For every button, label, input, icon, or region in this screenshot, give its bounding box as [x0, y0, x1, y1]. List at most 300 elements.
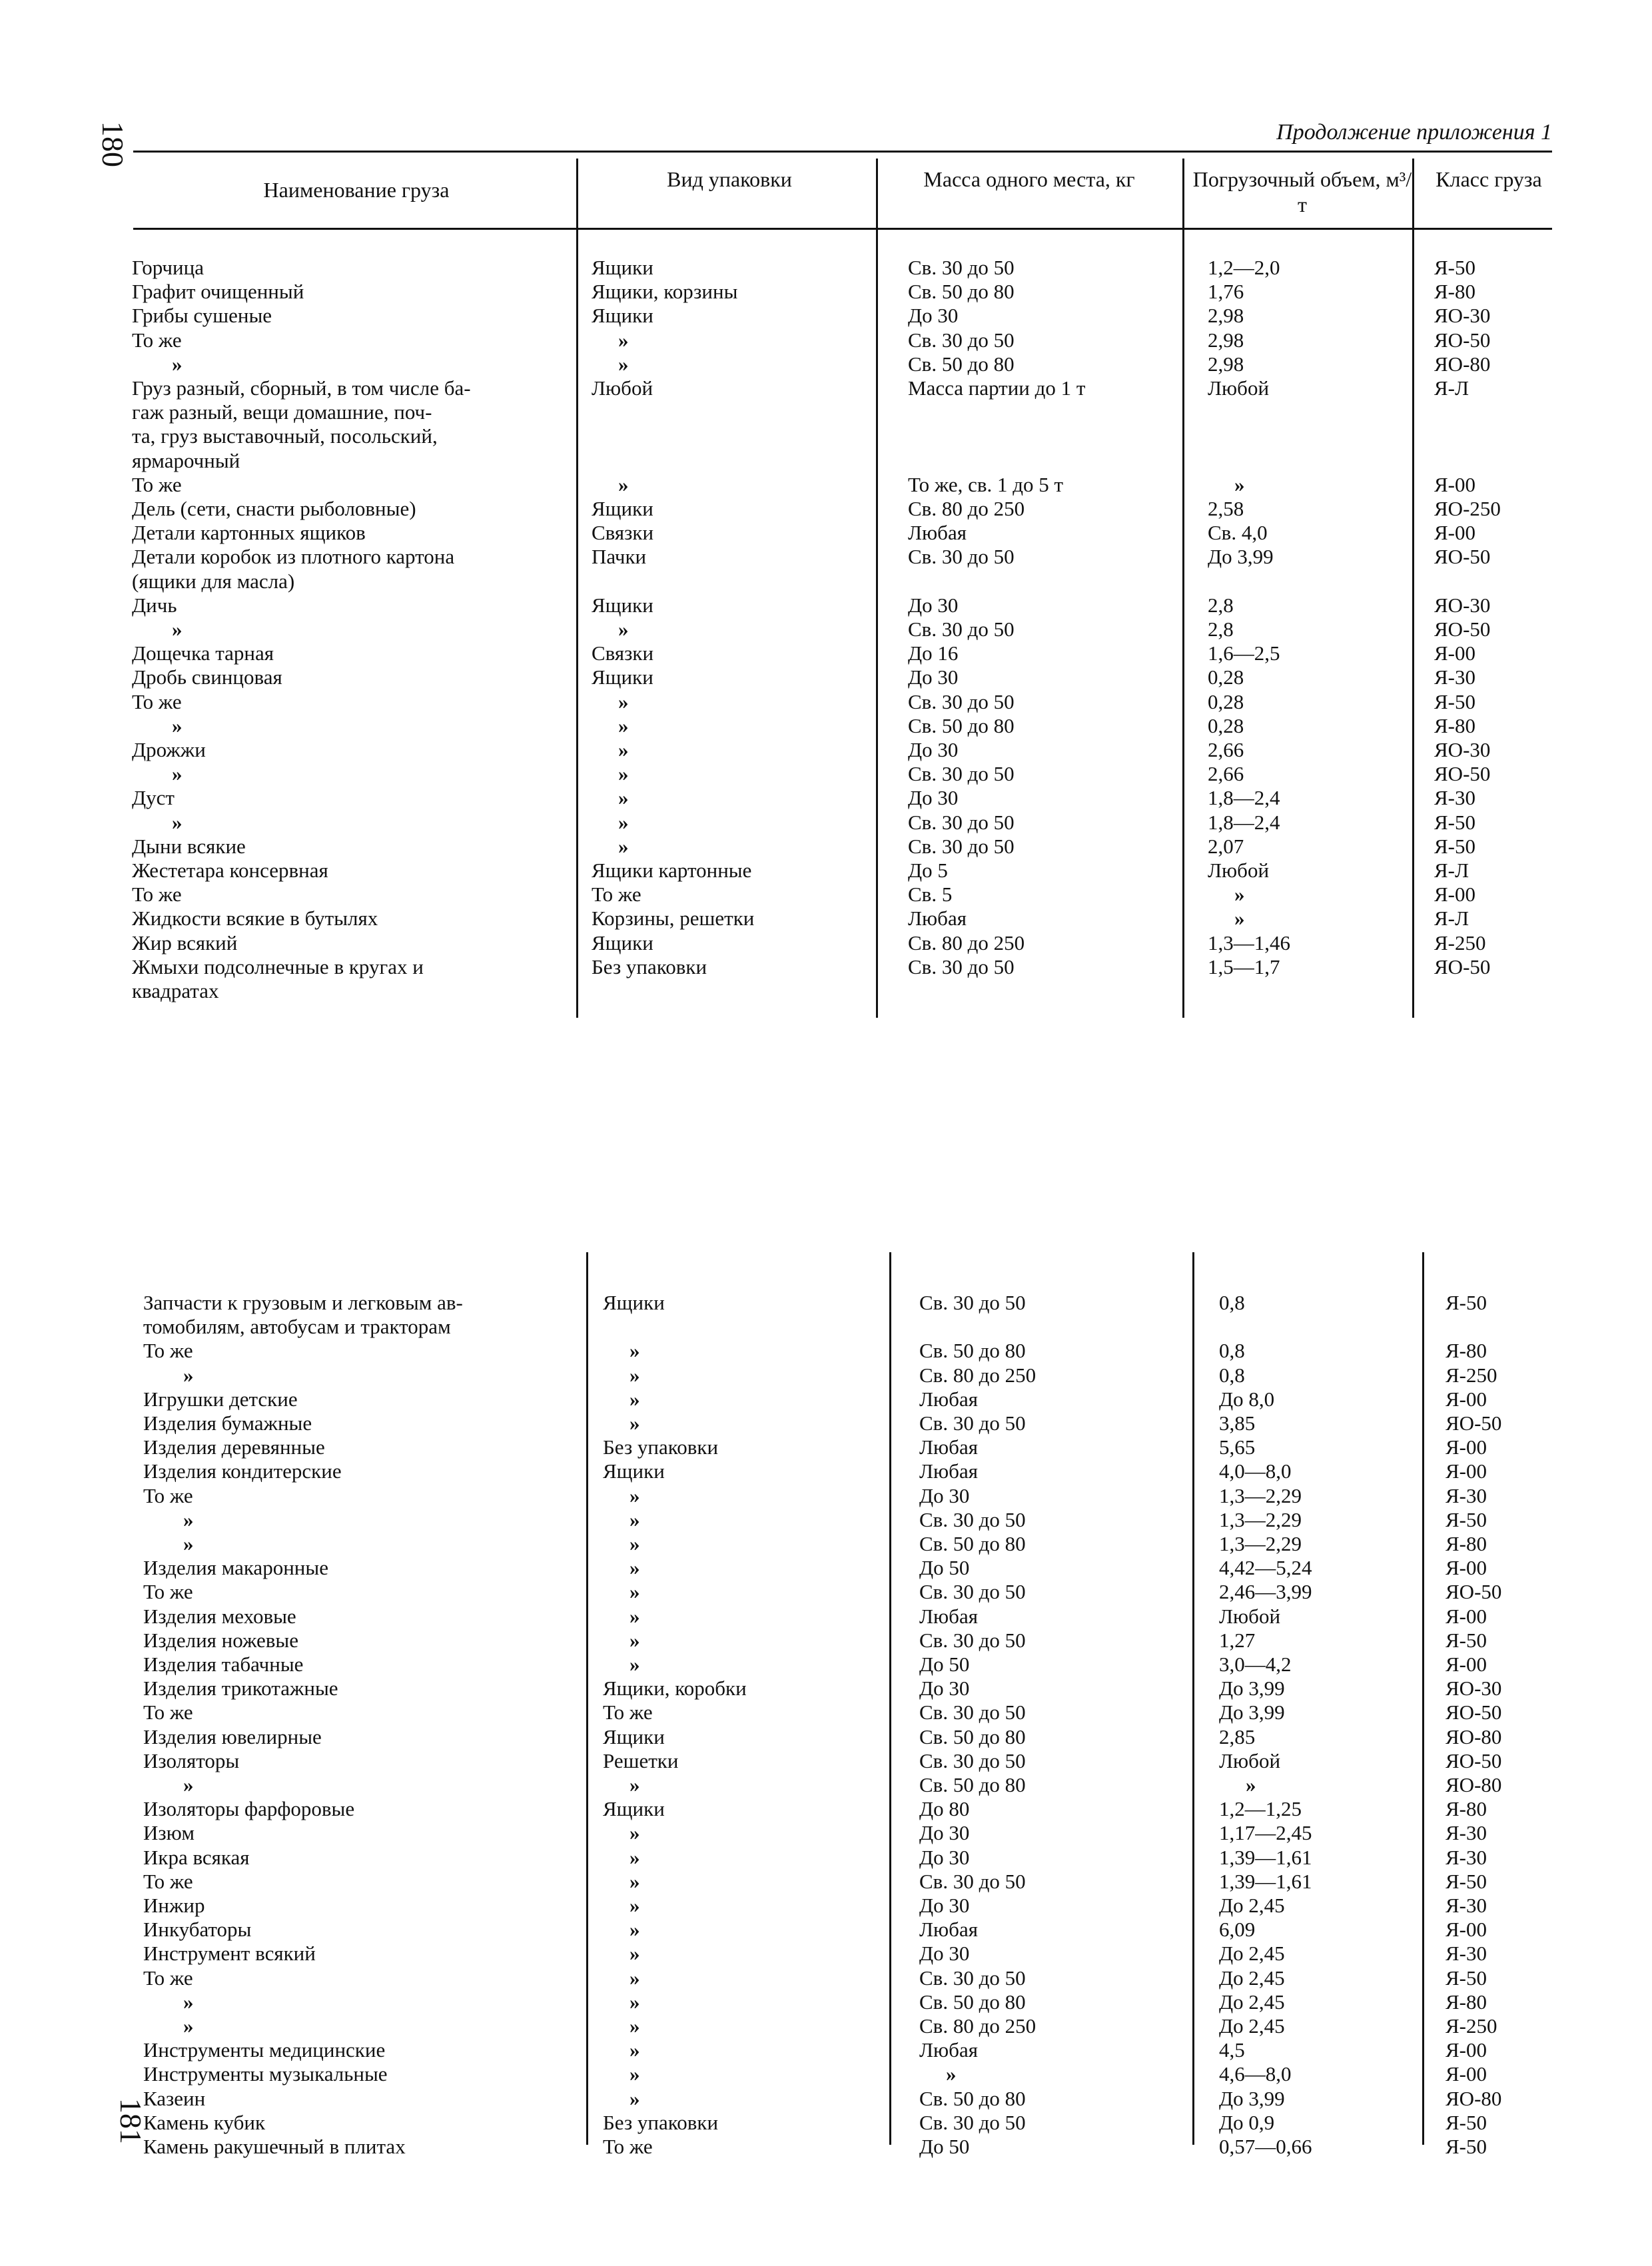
cargo-class-cell: Я-50 — [1434, 256, 1475, 279]
package-type-cell: » — [629, 1990, 640, 2014]
package-type-cell: Ящики — [603, 1459, 665, 1483]
package-type-cell: Ящики — [603, 1797, 665, 1821]
package-type-cell: » — [629, 2014, 640, 2038]
cargo-name-cell: (ящики для масла) — [132, 569, 295, 593]
package-type-cell: » — [629, 1507, 640, 1531]
cargo-class-cell: Я-30 — [1446, 1845, 1487, 1869]
cargo-name-cell: Камень ракушечный в плитах — [143, 2135, 406, 2158]
package-type-cell: » — [629, 1773, 640, 1796]
cargo-name-cell: томобилям, автобусам и тракторам — [143, 1315, 451, 1339]
loading-volume-cell: До 3,99 — [1219, 1677, 1285, 1700]
cargo-class-cell: Я-50 — [1446, 1966, 1487, 1990]
unit-mass-cell: Св. 5 — [908, 883, 953, 907]
loading-volume-cell: » — [1234, 883, 1245, 907]
unit-mass-cell: Св. 30 до 50 — [919, 1748, 1026, 1772]
loading-volume-cell: Любой — [1208, 376, 1270, 400]
cargo-class-cell: Я-30 — [1446, 1942, 1487, 1966]
cargo-class-cell: Я-250 — [1434, 931, 1486, 954]
loading-volume-cell: 4,0—8,0 — [1219, 1459, 1292, 1483]
package-type-cell: Без упаковки — [592, 954, 707, 978]
loading-volume-cell: 1,3—2,29 — [1219, 1507, 1302, 1531]
col-rule — [876, 159, 878, 1018]
package-type-cell: » — [629, 1580, 640, 1604]
cargo-class-cell: Я-50 — [1446, 2110, 1487, 2134]
loading-volume-cell: Любой — [1208, 859, 1270, 882]
package-type-cell: » — [618, 713, 629, 737]
cargo-class-cell: ЯО-80 — [1446, 1724, 1502, 1748]
unit-mass-cell: Св. 50 до 80 — [919, 1724, 1026, 1748]
cargo-name-cell: Изюм — [143, 1821, 195, 1845]
unit-mass-cell: Св. 30 до 50 — [919, 1580, 1026, 1604]
cargo-name-cell: Изоляторы фарфоровые — [143, 1797, 355, 1821]
cargo-name-cell: Запчасти к грузовым и легковым ав- — [143, 1291, 463, 1314]
package-type-cell: » — [618, 762, 629, 786]
cargo-class-cell: Я-00 — [1446, 1604, 1487, 1628]
cargo-name-cell: Изделия табачные — [143, 1653, 304, 1676]
package-type-cell: » — [629, 1942, 640, 1966]
loading-volume-cell: 1,3—2,29 — [1219, 1483, 1302, 1507]
cargo-name-cell: То же — [143, 1580, 193, 1604]
loading-volume-cell: 0,57—0,66 — [1219, 2135, 1312, 2158]
package-type-cell: » — [629, 1653, 640, 1676]
cargo-name-cell: То же — [132, 472, 182, 496]
unit-mass-cell: Св. 80 до 250 — [919, 2014, 1036, 2038]
unit-mass-cell: До 30 — [919, 1821, 970, 1845]
cargo-class-cell: ЯО-80 — [1446, 2086, 1502, 2110]
loading-volume-cell: 1,6—2,5 — [1208, 641, 1280, 665]
package-type-cell: Любой — [592, 376, 653, 400]
cargo-class-cell: ЯО-50 — [1446, 1411, 1502, 1435]
package-type-cell: Корзины, решетки — [592, 907, 755, 931]
package-type-cell: Ящики — [592, 304, 653, 328]
cargo-class-cell: ЯО-50 — [1434, 954, 1491, 978]
cargo-name-cell: Инжир — [143, 1894, 205, 1917]
col-rule — [1412, 159, 1414, 1018]
header-unit-mass: Масса одного места, кг — [923, 167, 1135, 191]
unit-mass-cell: До 30 — [908, 593, 959, 617]
unit-mass-cell: Св. 30 до 50 — [908, 762, 1015, 786]
package-type-cell: » — [629, 1387, 640, 1411]
cargo-name-cell: » — [172, 617, 183, 641]
cargo-name-cell: Изделия трикотажные — [143, 1677, 338, 1700]
loading-volume-cell: До 2,45 — [1219, 1942, 1285, 1966]
unit-mass-cell: Св. 30 до 50 — [908, 954, 1015, 978]
package-type-cell: То же — [592, 883, 641, 907]
cargo-class-cell: ЯО-50 — [1434, 762, 1491, 786]
loading-volume-cell: 2,98 — [1208, 352, 1244, 376]
unit-mass-cell: Св. 30 до 50 — [919, 1411, 1026, 1435]
cargo-class-cell: Я-00 — [1434, 521, 1475, 545]
package-type-cell: » — [629, 1556, 640, 1580]
cargo-name-cell: Игрушки детские — [143, 1387, 298, 1411]
unit-mass-cell: Св. 80 до 250 — [908, 497, 1025, 520]
loading-volume-cell: До 0,9 — [1219, 2110, 1275, 2134]
unit-mass-cell: Св. 30 до 50 — [919, 1291, 1026, 1314]
cargo-name-cell: То же — [132, 883, 182, 907]
package-type-cell: » — [629, 1363, 640, 1387]
unit-mass-cell: Св. 30 до 50 — [908, 545, 1015, 569]
cargo-name-cell: Груз разный, сборный, в том числе ба- — [132, 376, 471, 400]
package-type-cell: » — [629, 2086, 640, 2110]
cargo-class-cell: Я-80 — [1446, 1532, 1487, 1555]
cargo-class-cell: Я-30 — [1446, 1821, 1487, 1845]
loading-volume-cell: 2,8 — [1208, 617, 1234, 641]
header-package-type: Вид упаковки — [667, 167, 792, 191]
package-type-cell: » — [629, 1628, 640, 1652]
loading-volume-cell: 0,8 — [1219, 1339, 1245, 1363]
loading-volume-cell: 1,2—1,25 — [1219, 1797, 1302, 1821]
cargo-name-cell: » — [183, 2014, 194, 2038]
cargo-name-cell: Инструмент всякий — [143, 1942, 316, 1966]
cargo-class-cell: Я-250 — [1446, 2014, 1497, 2038]
cargo-class-cell: Я-30 — [1446, 1894, 1487, 1917]
loading-volume-cell: 1,76 — [1208, 280, 1244, 304]
cargo-name-cell: Графит очищенный — [132, 280, 304, 304]
cargo-name-cell: » — [172, 352, 183, 376]
header-cargo-name: Наименование груза — [263, 178, 450, 202]
package-type-cell: » — [618, 352, 629, 376]
cargo-name-cell: То же — [132, 689, 182, 713]
cargo-class-cell: Я-80 — [1434, 713, 1475, 737]
header-cargo-class: Класс груза — [1436, 167, 1542, 191]
cargo-class-cell: ЯО-30 — [1434, 738, 1491, 761]
loading-volume-cell: 0,28 — [1208, 665, 1244, 689]
cargo-name-cell: » — [172, 810, 183, 834]
cargo-name-cell: Дель (сети, снасти рыболовные) — [132, 497, 416, 520]
cargo-class-cell: Я-30 — [1446, 1483, 1487, 1507]
unit-mass-cell: Св. 30 до 50 — [908, 834, 1015, 858]
cargo-class-cell: ЯО-250 — [1434, 497, 1501, 520]
package-type-cell: » — [629, 1821, 640, 1845]
unit-mass-cell: Св. 50 до 80 — [908, 280, 1015, 304]
cargo-name-cell: То же — [132, 328, 182, 352]
package-type-cell: » — [629, 1966, 640, 1990]
cargo-class-cell: ЯО-50 — [1446, 1748, 1502, 1772]
loading-volume-cell: » — [1234, 472, 1245, 496]
loading-volume-cell: 1,39—1,61 — [1219, 1869, 1312, 1893]
loading-volume-cell: До 3,99 — [1208, 545, 1274, 569]
cargo-class-cell: Я-50 — [1446, 1291, 1487, 1314]
cargo-name-cell: Дрожжи — [132, 738, 206, 761]
loading-volume-cell: 2,46—3,99 — [1219, 1580, 1312, 1604]
unit-mass-cell: Любая — [919, 1387, 978, 1411]
cargo-class-cell: Я-50 — [1446, 1628, 1487, 1652]
cargo-name-cell: Горчица — [132, 256, 204, 279]
cargo-name-cell: Инструменты музыкальные — [143, 2062, 388, 2086]
cargo-name-cell: Инструменты медицинские — [143, 2038, 386, 2062]
cargo-class-cell: ЯО-30 — [1434, 304, 1491, 328]
cargo-class-cell: Я-Л — [1434, 907, 1469, 931]
unit-mass-cell: До 30 — [908, 665, 959, 689]
cargo-class-cell: ЯО-30 — [1446, 1677, 1502, 1700]
cargo-name-cell: Дробь свинцовая — [132, 665, 282, 689]
loading-volume-cell: 2,66 — [1208, 762, 1244, 786]
loading-volume-cell: » — [1234, 907, 1245, 931]
loading-volume-cell: До 3,99 — [1219, 1700, 1285, 1724]
cargo-name-cell: Казеин — [143, 2086, 206, 2110]
loading-volume-cell: 2,8 — [1208, 593, 1234, 617]
unit-mass-cell: Св. 30 до 50 — [919, 1507, 1026, 1531]
unit-mass-cell: Св. 30 до 50 — [919, 1869, 1026, 1893]
package-type-cell: » — [629, 1532, 640, 1555]
package-type-cell: Без упаковки — [603, 1435, 719, 1459]
package-type-cell: Связки — [592, 641, 654, 665]
loading-volume-cell: 1,39—1,61 — [1219, 1845, 1312, 1869]
unit-mass-cell: Св. 30 до 50 — [908, 689, 1015, 713]
unit-mass-cell: Св. 50 до 80 — [908, 352, 1015, 376]
unit-mass-cell: До 50 — [919, 1653, 970, 1676]
loading-volume-cell: До 2,45 — [1219, 2014, 1285, 2038]
loading-volume-cell: 1,27 — [1219, 1628, 1256, 1652]
cargo-name-cell: » — [183, 1507, 194, 1531]
unit-mass-cell: Св. 80 до 250 — [908, 931, 1025, 954]
cargo-name-cell: Дичь — [132, 593, 177, 617]
cargo-class-cell: Я-00 — [1446, 2062, 1487, 2086]
package-type-cell: » — [618, 472, 629, 496]
cargo-name-cell: Икра всякая — [143, 1845, 250, 1869]
unit-mass-cell: Любая — [908, 907, 967, 931]
loading-volume-cell: » — [1246, 1773, 1256, 1796]
loading-volume-cell: До 2,45 — [1219, 1894, 1285, 1917]
loading-volume-cell: 2,66 — [1208, 738, 1244, 761]
cargo-name-cell: Дыни всякие — [132, 834, 246, 858]
loading-volume-cell: 2,58 — [1208, 497, 1244, 520]
cargo-name-cell: Жмыхи подсолнечные в кругах и — [132, 954, 424, 978]
unit-mass-cell: Св. 30 до 50 — [919, 2110, 1026, 2134]
loading-volume-cell: Любой — [1219, 1604, 1281, 1628]
unit-mass-cell: Любая — [919, 1435, 978, 1459]
package-type-cell: Ящики — [592, 665, 653, 689]
cargo-class-cell: Я-00 — [1434, 641, 1475, 665]
loading-volume-cell: 6,09 — [1219, 1918, 1256, 1942]
loading-volume-cell: Любой — [1219, 1748, 1281, 1772]
header-bottom-rule — [133, 228, 1552, 230]
unit-mass-cell: Св. 30 до 50 — [908, 810, 1015, 834]
cargo-name-cell: гаж разный, вещи домашние, поч- — [132, 400, 432, 424]
unit-mass-cell: Св. 80 до 250 — [919, 1363, 1036, 1387]
loading-volume-cell: 0,8 — [1219, 1291, 1245, 1314]
package-type-cell: » — [618, 328, 629, 352]
package-type-cell: » — [629, 1918, 640, 1942]
unit-mass-cell: До 30 — [908, 304, 959, 328]
unit-mass-cell: До 30 — [919, 1894, 970, 1917]
unit-mass-cell: Св. 30 до 50 — [919, 1966, 1026, 1990]
unit-mass-cell: Св. 30 до 50 — [908, 256, 1015, 279]
cargo-class-cell: Я-Л — [1434, 859, 1469, 882]
package-type-cell: Ящики — [603, 1291, 665, 1314]
unit-mass-cell: Св. 30 до 50 — [908, 617, 1015, 641]
cargo-name-cell: Дощечка тарная — [132, 641, 274, 665]
unit-mass-cell: Св. 30 до 50 — [919, 1628, 1026, 1652]
package-type-cell: Ящики, корзины — [592, 280, 738, 304]
cargo-class-cell: ЯО-30 — [1434, 593, 1491, 617]
package-type-cell: Ящики — [592, 593, 653, 617]
cargo-name-cell: То же — [143, 1483, 193, 1507]
package-type-cell: » — [618, 834, 629, 858]
cargo-class-cell: Я-80 — [1446, 1339, 1487, 1363]
cargo-name-cell: Изделия бумажные — [143, 1411, 312, 1435]
cargo-class-cell: Я-Л — [1434, 376, 1469, 400]
unit-mass-cell: До 30 — [919, 1845, 970, 1869]
cargo-name-cell: Камень кубик — [143, 2110, 266, 2134]
unit-mass-cell: Св. 50 до 80 — [919, 1339, 1026, 1363]
package-type-cell: Ящики картонные — [592, 859, 752, 882]
unit-mass-cell: До 30 — [919, 1677, 970, 1700]
loading-volume-cell: 1,3—2,29 — [1219, 1532, 1302, 1555]
cargo-class-cell: ЯО-50 — [1446, 1580, 1502, 1604]
cargo-class-cell: Я-250 — [1446, 1363, 1497, 1387]
col-rule — [586, 1252, 588, 2145]
loading-volume-cell: До 2,45 — [1219, 1990, 1285, 2014]
package-type-cell: Ящики — [592, 931, 653, 954]
cargo-class-cell: Я-00 — [1446, 1435, 1487, 1459]
unit-mass-cell: До 16 — [908, 641, 959, 665]
package-type-cell: » — [629, 2062, 640, 2086]
loading-volume-cell: Св. 4,0 — [1208, 521, 1268, 545]
cargo-class-cell: Я-30 — [1434, 786, 1475, 810]
unit-mass-cell: До 80 — [919, 1797, 970, 1821]
cargo-class-cell: Я-00 — [1446, 1556, 1487, 1580]
cargo-name-cell: Грибы сушеные — [132, 304, 272, 328]
package-type-cell: » — [629, 1483, 640, 1507]
unit-mass-cell: Св. 50 до 80 — [919, 1532, 1026, 1555]
loading-volume-cell: 1,8—2,4 — [1208, 786, 1280, 810]
package-type-cell: Без упаковки — [603, 2110, 719, 2134]
cargo-name-cell: Детали коробок из плотного картона — [132, 545, 455, 569]
header-top-rule — [133, 151, 1552, 153]
cargo-name-cell: ярмарочный — [132, 448, 240, 472]
cargo-class-cell: Я-00 — [1446, 1653, 1487, 1676]
loading-volume-cell: До 2,45 — [1219, 1966, 1285, 1990]
loading-volume-cell: 2,07 — [1208, 834, 1244, 858]
cargo-class-cell: Я-50 — [1446, 2135, 1487, 2158]
page-number-bottom: 181 — [114, 2098, 148, 2144]
package-type-cell: » — [629, 1869, 640, 1893]
loading-volume-cell: 1,2—2,0 — [1208, 256, 1280, 279]
package-type-cell: Ящики — [603, 1724, 665, 1748]
package-type-cell: » — [618, 786, 629, 810]
unit-mass-cell: До 30 — [919, 1942, 970, 1966]
unit-mass-cell: Св. 30 до 50 — [919, 1700, 1026, 1724]
cargo-class-cell: Я-80 — [1446, 1990, 1487, 2014]
loading-volume-cell: 2,98 — [1208, 304, 1244, 328]
cargo-name-cell: » — [183, 1532, 194, 1555]
cargo-name-cell: Изделия кондитерские — [143, 1459, 342, 1483]
unit-mass-cell: Св. 50 до 80 — [919, 2086, 1026, 2110]
unit-mass-cell: До 30 — [919, 1483, 970, 1507]
loading-volume-cell: 3,0—4,2 — [1219, 1653, 1292, 1676]
loading-volume-cell: 0,28 — [1208, 689, 1244, 713]
loading-volume-cell: До 3,99 — [1219, 2086, 1285, 2110]
package-type-cell: » — [618, 689, 629, 713]
package-type-cell: Пачки — [592, 545, 647, 569]
cargo-name-cell: Дуст — [132, 786, 175, 810]
unit-mass-cell: Любая — [919, 1459, 978, 1483]
unit-mass-cell: До 30 — [908, 786, 959, 810]
cargo-class-cell: Я-30 — [1434, 665, 1475, 689]
cargo-name-cell: Изделия ювелирные — [143, 1724, 322, 1748]
package-type-cell: » — [618, 617, 629, 641]
cargo-name-cell: Детали картонных ящиков — [132, 521, 366, 545]
unit-mass-cell: Любая — [919, 1604, 978, 1628]
package-type-cell: » — [629, 1411, 640, 1435]
loading-volume-cell: 1,17—2,45 — [1219, 1821, 1312, 1845]
unit-mass-cell: До 50 — [919, 2135, 970, 2158]
cargo-class-cell: Я-50 — [1434, 689, 1475, 713]
package-type-cell: То же — [603, 2135, 653, 2158]
unit-mass-cell: Любая — [908, 521, 967, 545]
cargo-class-cell: Я-00 — [1446, 2038, 1487, 2062]
cargo-class-cell: ЯО-50 — [1434, 545, 1491, 569]
cargo-name-cell: » — [172, 762, 183, 786]
cargo-class-cell: Я-50 — [1434, 834, 1475, 858]
cargo-name-cell: квадратах — [132, 979, 219, 1002]
unit-mass-cell: Любая — [919, 1918, 978, 1942]
cargo-name-cell: та, груз выставочный, посольский, — [132, 424, 438, 448]
unit-mass-cell: Св. 50 до 80 — [919, 1773, 1026, 1796]
cargo-name-cell: Изделия макаронные — [143, 1556, 328, 1580]
loading-volume-cell: 5,65 — [1219, 1435, 1256, 1459]
unit-mass-cell: До 50 — [919, 1556, 970, 1580]
unit-mass-cell: Св. 30 до 50 — [908, 328, 1015, 352]
loading-volume-cell: 2,98 — [1208, 328, 1244, 352]
col-rule — [889, 1252, 891, 2145]
loading-volume-cell: 1,8—2,4 — [1208, 810, 1280, 834]
unit-mass-cell: До 5 — [908, 859, 948, 882]
cargo-class-cell: Я-00 — [1446, 1459, 1487, 1483]
cargo-name-cell: То же — [143, 1966, 193, 1990]
col-rule — [1182, 159, 1184, 1018]
package-type-cell: » — [629, 1604, 640, 1628]
cargo-class-cell: ЯО-50 — [1434, 617, 1491, 641]
package-type-cell: » — [629, 1339, 640, 1363]
col-rule — [576, 159, 578, 1018]
unit-mass-cell: Св. 50 до 80 — [919, 1990, 1026, 2014]
unit-mass-cell: То же, св. 1 до 5 т — [908, 472, 1064, 496]
cargo-name-cell: То же — [143, 1339, 193, 1363]
cargo-name-cell: Изделия ножевые — [143, 1628, 298, 1652]
cargo-class-cell: Я-00 — [1446, 1918, 1487, 1942]
header-loading-volume: Погрузочный объем, м³/т — [1192, 167, 1412, 216]
package-type-cell: » — [629, 1894, 640, 1917]
cargo-name-cell: » — [183, 1773, 194, 1796]
cargo-class-cell: Я-00 — [1434, 883, 1475, 907]
loading-volume-cell: До 8,0 — [1219, 1387, 1275, 1411]
loading-volume-cell: 0,8 — [1219, 1363, 1245, 1387]
cargo-class-cell: Я-00 — [1434, 472, 1475, 496]
unit-mass-cell: Св. 50 до 80 — [908, 713, 1015, 737]
loading-volume-cell: 3,85 — [1219, 1411, 1256, 1435]
package-type-cell: Связки — [592, 521, 654, 545]
loading-volume-cell: 0,28 — [1208, 713, 1244, 737]
package-type-cell: Ящики — [592, 497, 653, 520]
cargo-name-cell: Инкубаторы — [143, 1918, 252, 1942]
loading-volume-cell: 4,42—5,24 — [1219, 1556, 1312, 1580]
unit-mass-cell: До 30 — [908, 738, 959, 761]
cargo-class-cell: Я-80 — [1434, 280, 1475, 304]
loading-volume-cell: 1,5—1,7 — [1208, 954, 1280, 978]
cargo-class-cell: ЯО-80 — [1446, 1773, 1502, 1796]
cargo-name-cell: То же — [143, 1700, 193, 1724]
cargo-class-cell: Я-80 — [1446, 1797, 1487, 1821]
cargo-name-cell: Изделия деревянные — [143, 1435, 325, 1459]
cargo-name-cell: Изделия меховые — [143, 1604, 296, 1628]
package-type-cell: » — [629, 2038, 640, 2062]
unit-mass-cell: Любая — [919, 2038, 978, 2062]
col-rule — [1192, 1252, 1194, 2145]
cargo-class-cell: Я-50 — [1434, 810, 1475, 834]
cargo-class-cell: ЯО-80 — [1434, 352, 1491, 376]
